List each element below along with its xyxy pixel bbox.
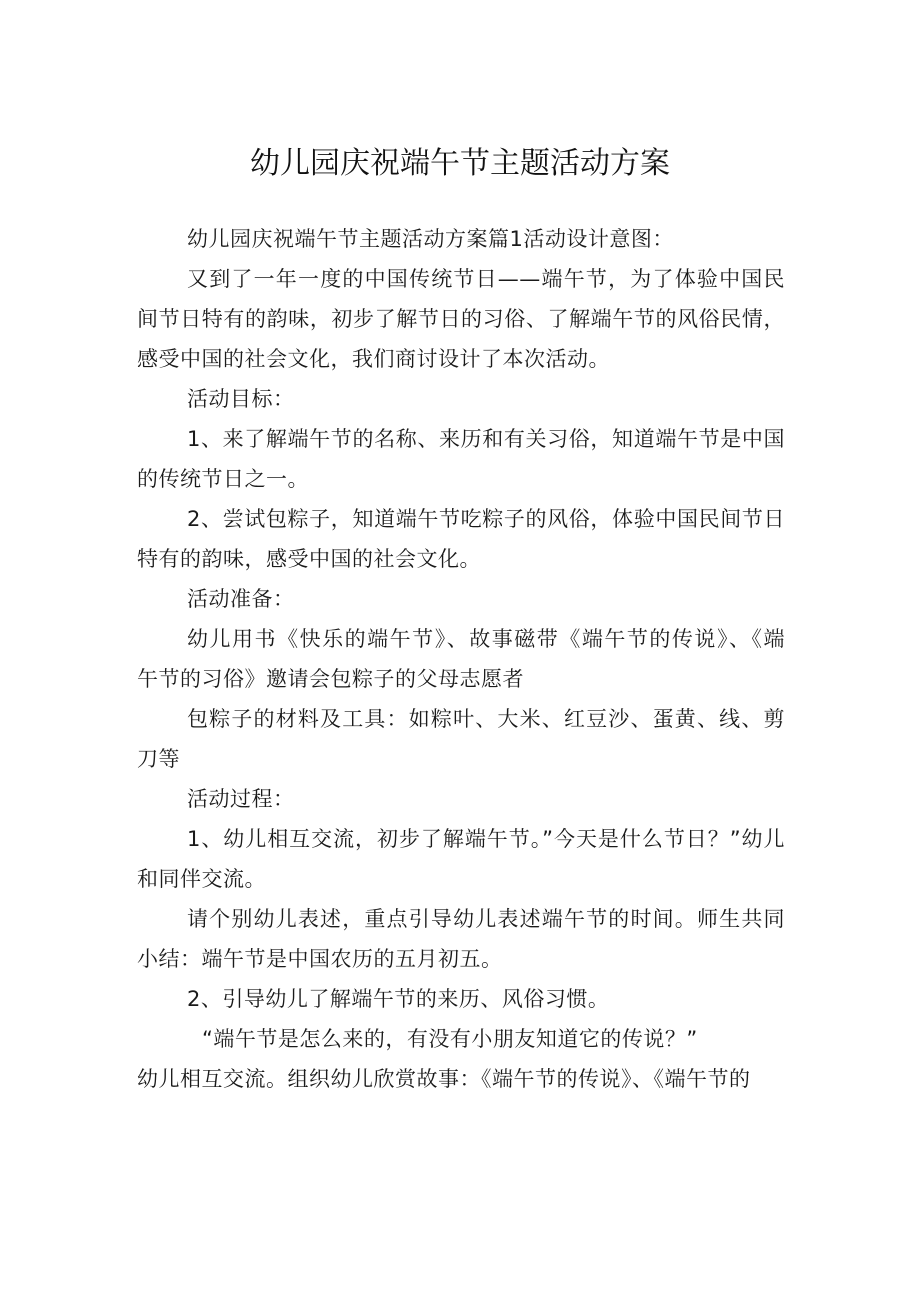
paragraph-process-summary: 请个别幼儿表述，重点引导幼儿表述端午节的时间。师生共同小结：端午节是中国农历的五月初五。 [137,907,785,971]
paragraph-goal-1: 1、来了解端午节的名称、来历和有关习俗，知道端午节是中国的传统节日之一。 [137,427,785,491]
paragraph-goals-heading: 活动目标： [187,387,295,411]
paragraph-preparation-heading: 活动准备： [187,587,295,611]
paragraph-process-heading: 活动过程： [187,787,295,811]
paragraph-design-intent: 又到了一年一度的中国传统节日——端午节，为了体验中国民间节日特有的韵味，初步了解节日的习俗、了解端午节的风俗民情，感受中国的社会文化，我们商讨设计了本次活动。 [137,267,785,371]
paragraph-question-quote: “端午节是怎么来的，有没有小朋友知道它的传说？” [202,1027,698,1051]
paragraph-process-step-1: 1、幼儿相互交流，初步了解端午节。”今天是什么节日？”幼儿和同伴交流。 [137,827,785,891]
document-title: 幼儿园庆祝端午节主题活动方案 [250,146,670,182]
document-body [137,219,785,1099]
paragraph-story-appreciation: 幼儿相互交流。组织幼儿欣赏故事：《端午节的传说》、《端午节的 [137,1067,751,1091]
paragraph-process-step-2: 2、引导幼儿了解端午节的来历、风俗习惯。 [187,987,610,1011]
paragraph-preparation-materials: 包粽子的材料及工具：如粽叶、大米、红豆沙、蛋黄、线、剪刀等 [137,707,785,771]
paragraph-intro-heading: 幼儿园庆祝端午节主题活动方案篇1活动设计意图： [187,227,674,251]
paragraph-goal-2: 2、尝试包粽子，知道端午节吃粽子的风俗，体验中国民间节日特有的韵味，感受中国的社会文化。 [137,507,785,571]
paragraph-preparation-books: 幼儿用书《快乐的端午节》、故事磁带《端午节的传说》、《端 午节的习俗》邀请会包粽子的父母志愿者 [137,627,785,691]
